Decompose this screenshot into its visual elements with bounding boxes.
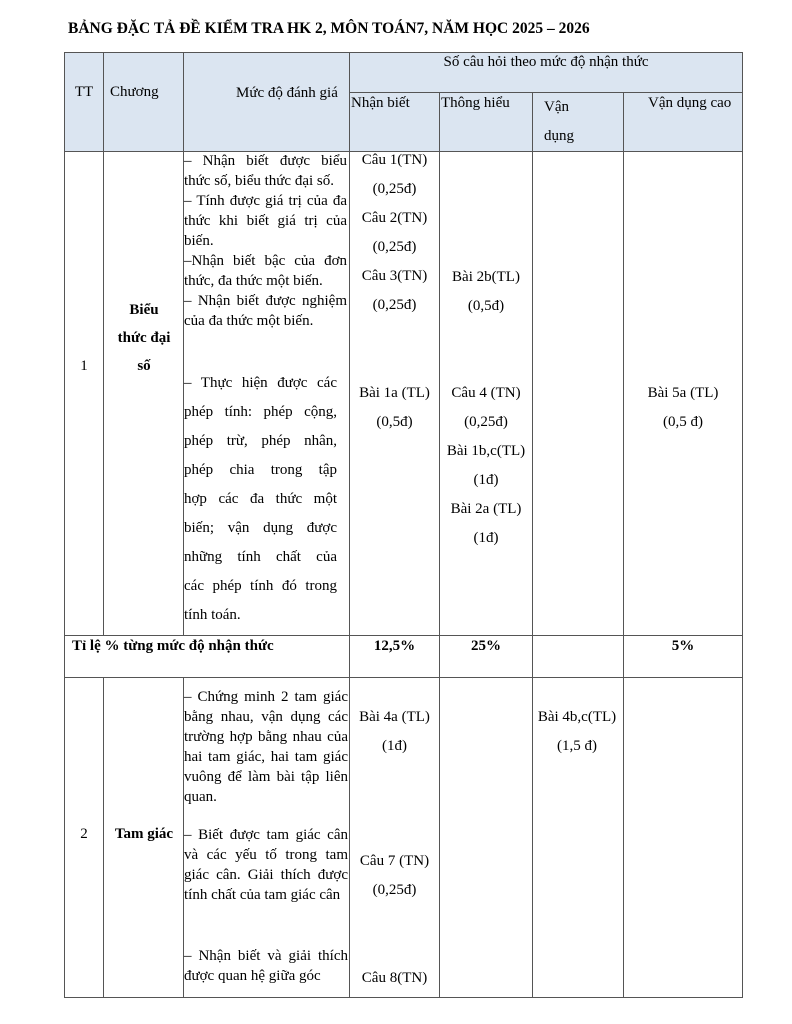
question-score: (0,5 đ) [663,414,703,430]
question-score: (1đ) [473,472,499,488]
row1-chuong-line3: số [137,358,151,374]
row2-nhan-biet-c: Câu 8(TN) [361,970,428,986]
header-so-cau-hoi: Số câu hỏi theo mức độ nhận thức [443,54,649,70]
row2-criteria-c [184,946,348,986]
header-van-dung-line2: dụng [544,128,574,144]
question-score: (0,5đ) [467,298,505,314]
row1-criteria-a [184,151,347,331]
row1-thong-hieu-a [440,263,532,321]
header-tt: TT [74,84,94,100]
row1-chuong-line2: thức đại [117,330,171,346]
row1-chuong-line1: Biểu [129,302,159,318]
row2-tt: 2 [80,826,88,842]
question-ref: Bài 5a (TL) [647,385,719,401]
row1-thong-hieu-b [440,379,532,553]
question-ref: Câu 2(TN) [361,210,428,226]
row1-van-dung-cao [624,379,742,437]
criteria-line: phép tính: phép cộng, [184,404,337,420]
question-ref: Câu 3(TN) [361,268,428,284]
question-ref: Bài 2a (TL) [450,501,522,517]
question-ref: Bài 4a (TL) [359,709,430,725]
document-title: BẢNG ĐẶC TẢ ĐỀ KIỂM TRA HK 2, MÔN TOÁN7, NĂM HỌC 2025 – 2026 [68,20,590,37]
row2-van-dung [531,703,623,761]
criteria-line: các phép tính đó trong [184,578,337,594]
question-score: (0,25đ) [372,297,417,313]
question-ref: Câu 1(TN) [361,152,428,168]
criteria-line: hợp các đa thức một [184,491,337,507]
row2-chuong: Tam giác [114,826,174,842]
question-score: (0,25đ) [464,414,508,430]
criteria-line: biến; vận dụng được [184,520,337,536]
criteria-item: – Biết được tam giác cân và các yếu tố trong tam giác cân. Giải thích được tính chất của tam giác cân [184,827,348,903]
row1-chuong [104,296,184,380]
row1-tt: 1 [80,358,88,374]
criteria-line: tính toán. [184,607,241,623]
ratio-thong-hieu: 25% [471,638,501,654]
criteria-item: – Chứng minh 2 tam giác bằng nhau, vận dụng các trường hợp bằng nhau của hai tam giác, hai tam giác vuông để làm bài tập liên quan. [184,689,348,805]
row1-criteria-b [184,369,337,630]
criteria-item: –Nhận biết bậc của đơn thức, đa thức một biến. [184,253,347,289]
ratio-van-dung-cao: 5% [671,638,695,654]
criteria-line: – Thực hiện được các [184,375,337,391]
row2-nhan-biet-a [350,703,439,761]
header-van-dung-line1: Vận [544,99,569,115]
question-score: (1,5 đ) [557,738,597,754]
header-muc-do: Mức độ đánh giá [236,85,338,101]
question-score: (0,25đ) [372,882,417,898]
question-ref: Bài 4b,c(TL) [537,709,617,725]
criteria-item: – Tính được giá trị của đa thức khi biết giá trị của biến. [184,193,347,249]
row1-nhan-biet-b [350,379,439,437]
row2-criteria-b [184,825,348,905]
header-van-dung [544,93,574,151]
question-ref: Câu 4 (TN) [451,385,521,401]
question-ref: Bài 1a (TL) [359,385,430,401]
question-score: (0,25đ) [372,181,417,197]
header-nhan-biet: Nhận biết [351,95,410,111]
criteria-line: phép trừ, phép nhân, [184,433,337,449]
ratio-label: Tỉ lệ % từng mức độ nhận thức [72,638,274,654]
question-score: (0,5đ) [376,414,413,430]
criteria-line: phép chia trong tập [184,462,337,478]
ratio-nhan-biet: 12,5% [373,638,416,654]
question-ref: Bài 1b,c(TL) [446,443,526,459]
header-chuong: Chương [110,84,159,100]
question-score: (1đ) [473,530,499,546]
question-score: (0,25đ) [372,239,417,255]
row2-nhan-biet-b [350,847,439,905]
header-thong-hieu: Thông hiểu [441,95,510,111]
criteria-line: những tính chất của [184,549,337,565]
criteria-item: – Nhận biết được biểu thức số, biểu thức đại số. [184,153,347,189]
criteria-item: – Nhận biết được nghiệm của đa thức một biến. [184,293,347,329]
row1-nhan-biet-a [350,146,439,320]
question-ref: Bài 2b(TL) [452,269,520,285]
question-score: (1đ) [382,738,407,754]
question-ref: Câu 7 (TN) [359,853,430,869]
header-van-dung-cao: Vận dụng cao [648,95,732,111]
row2-criteria-a [184,687,348,807]
criteria-item: – Nhận biết và giải thích được quan hệ giữa góc [184,948,348,984]
